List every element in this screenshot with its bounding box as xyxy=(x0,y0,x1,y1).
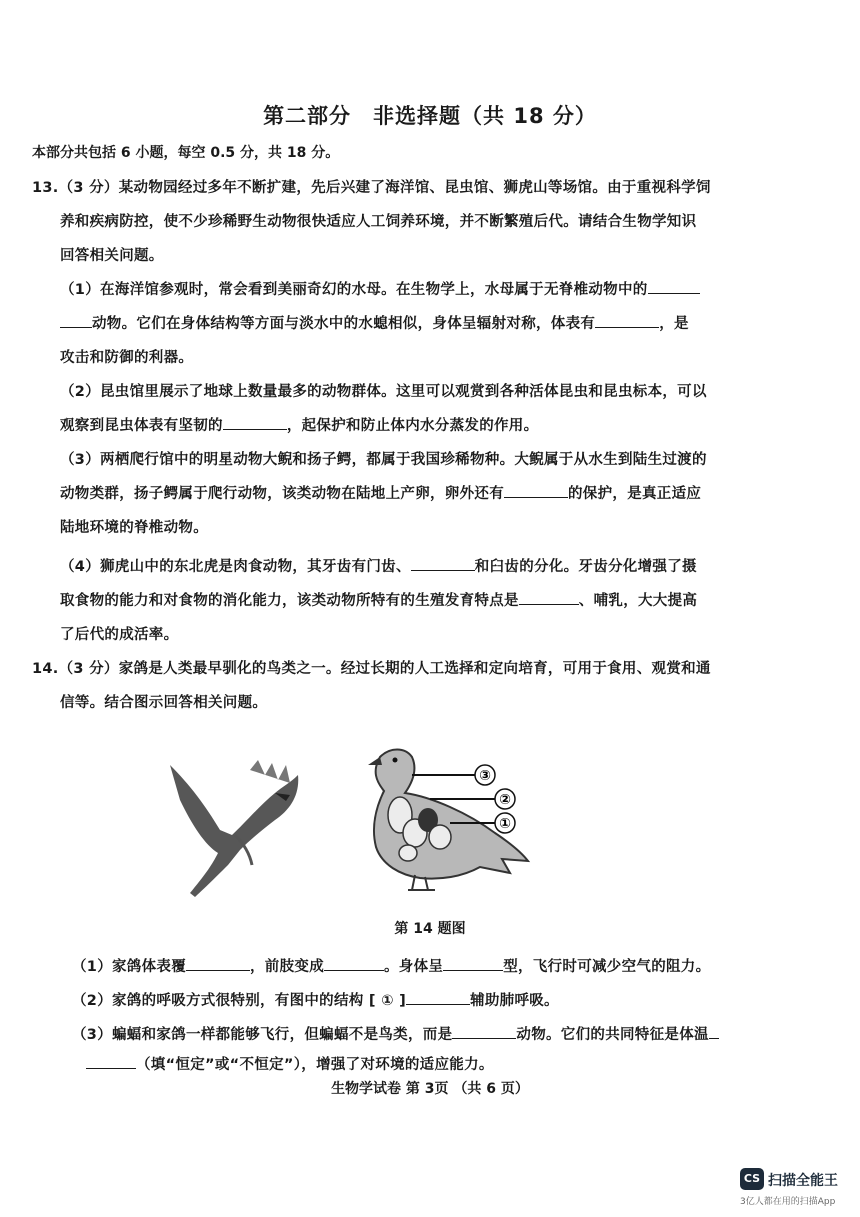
answer-blank[interactable] xyxy=(406,990,470,1005)
scanner-watermark xyxy=(740,1168,855,1208)
q13-p4-text-a: （4）狮虎山中的东北虎是肉食动物，其牙齿有门齿、 xyxy=(60,559,411,575)
q13-p1-line-3: 攻击和防御的利器。 xyxy=(60,350,194,366)
watermark-tagline: 3亿人都在用的扫描App xyxy=(740,1197,836,1207)
q13-line-1: 13.（3 分）某动物园经过多年不断扩建，先后兴建了海洋馆、昆虫馆、狮虎山等场馆。由于重视科学饲 xyxy=(32,180,711,196)
q13-p3-text-b: 动物类群，扬子鳄属于爬行动物，该类动物在陆地上产卵，卵外还有 xyxy=(60,486,504,502)
answer-blank[interactable] xyxy=(452,1024,516,1039)
q13-p4-line-2 xyxy=(60,589,697,610)
q14-p3-line-1 xyxy=(72,1023,719,1044)
q13-p2-line-1: （2）昆虫馆里展示了地球上数量最多的动物群体。这里可以观赏到各种活体昆虫和昆虫标本，可以 xyxy=(60,384,707,400)
q13-p4-text-c: 取食物的能力和对食物的消化能力，该类动物所特有的生殖发育特点是 xyxy=(60,593,519,609)
q13-p4-line-3: 了后代的成活率。 xyxy=(60,627,179,643)
q13-p1-line-2 xyxy=(60,312,689,333)
q14-p3-line-2 xyxy=(86,1053,494,1074)
q13-p1-line-1 xyxy=(60,278,700,299)
q13-p1-text-a: （1）在海洋馆参观时，常会看到美丽奇幻的水母。在生物学上，水母属于无脊椎动物中的 xyxy=(60,282,648,298)
watermark-app-name: 扫描全能王 xyxy=(768,1173,838,1189)
q14-p3-text-b: 动物。它们的共同特征是体温 xyxy=(516,1027,709,1043)
q13-p2-text-b: 观察到昆虫体表有坚韧的 xyxy=(60,418,223,434)
q14-p2-line xyxy=(72,989,559,1010)
flying-pigeon-image xyxy=(170,760,298,897)
answer-blank[interactable] xyxy=(443,956,503,971)
q13-p1-text-c: ，是 xyxy=(659,316,689,332)
figure-caption: 第 14 题图 xyxy=(394,921,466,937)
answer-blank[interactable] xyxy=(186,956,250,971)
q13-p2-line-2 xyxy=(60,414,538,435)
section-intro: 本部分共包括 6 小题，每空 0.5 分，共 18 分。 xyxy=(32,145,340,161)
pigeon-figure-svg xyxy=(150,735,710,915)
q14-p3-text-c: （填“恒定”或“不恒定”），增强了对环境的适应能力。 xyxy=(136,1057,494,1073)
camscanner-logo-icon: CS xyxy=(740,1168,764,1190)
q14-p1-text-c: 。身体呈 xyxy=(384,959,444,975)
page-footer: 生物学试卷 第 3页 （共 6 页） xyxy=(331,1081,529,1097)
q14-p1-text-b: ，前肢变成 xyxy=(250,959,324,975)
q13-p3-line-3: 陆地环境的脊椎动物。 xyxy=(60,520,208,536)
q14-p2-text-a: （2）家鸽的呼吸方式很特别，有图中的结构 [ ① ] xyxy=(72,993,407,1009)
label-3: ③ xyxy=(479,768,491,784)
answer-blank[interactable] xyxy=(411,556,475,571)
answer-blank[interactable] xyxy=(648,279,700,294)
pigeon-anatomy-diagram xyxy=(368,750,528,891)
q14-p1-line xyxy=(72,955,710,976)
answer-blank[interactable] xyxy=(519,590,579,605)
q13-p4-line-1 xyxy=(60,555,697,576)
answer-blank[interactable] xyxy=(709,1024,719,1039)
figure-14 xyxy=(150,735,710,915)
q14-line-1: 14.（3 分）家鸽是人类最早驯化的鸟类之一。经过长期的人工选择和定向培育，可用于食用、观赏和通 xyxy=(32,661,711,677)
q13-p4-text-d: 、哺乳，大大提高 xyxy=(578,593,698,609)
label-2: ② xyxy=(499,792,511,808)
q14-p3-text-a: （3）蝙蝠和家鸽一样都能够飞行，但蝙蝠不是鸟类，而是 xyxy=(72,1027,453,1043)
q13-p2-text-c: ，起保护和防止体内水分蒸发的作用。 xyxy=(286,418,539,434)
q13-line-2: 养和疾病防控，使不少珍稀野生动物很快适应人工饲养环境，并不断繁殖后代。请结合生物学知识 xyxy=(60,214,697,230)
q13-line-3: 回答相关问题。 xyxy=(60,248,164,264)
q13-p3-line-1: （3）两栖爬行馆中的明星动物大鲵和扬子鳄，都属于我国珍稀物种。大鲵属于从水生到陆生过渡的 xyxy=(60,452,707,468)
answer-blank[interactable] xyxy=(86,1054,136,1069)
answer-blank[interactable] xyxy=(504,483,568,498)
answer-blank[interactable] xyxy=(324,956,384,971)
answer-blank[interactable] xyxy=(223,415,287,430)
section-title: 第二部分 非选择题（共 18 分） xyxy=(263,104,597,128)
q14-p2-text-b: 辅助肺呼吸。 xyxy=(470,993,559,1009)
answer-blank[interactable] xyxy=(595,313,659,328)
q14-p1-text-d: 型，飞行时可减少空气的阻力。 xyxy=(503,959,711,975)
q13-p3-text-c: 的保护，是真正适应 xyxy=(568,486,702,502)
q13-p4-text-b: 和臼齿的分化。牙齿分化增强了摄 xyxy=(474,559,697,575)
q13-p1-text-b: 动物。它们在身体结构等方面与淡水中的水螅相似，身体呈辐射对称，体表有 xyxy=(92,316,596,332)
q14-p1-text-a: （1）家鸽体表覆 xyxy=(72,959,186,975)
answer-blank[interactable] xyxy=(60,313,92,328)
q14-line-2: 信等。结合图示回答相关问题。 xyxy=(60,695,268,711)
q13-p3-line-2 xyxy=(60,482,701,503)
label-1: ① xyxy=(499,816,511,832)
